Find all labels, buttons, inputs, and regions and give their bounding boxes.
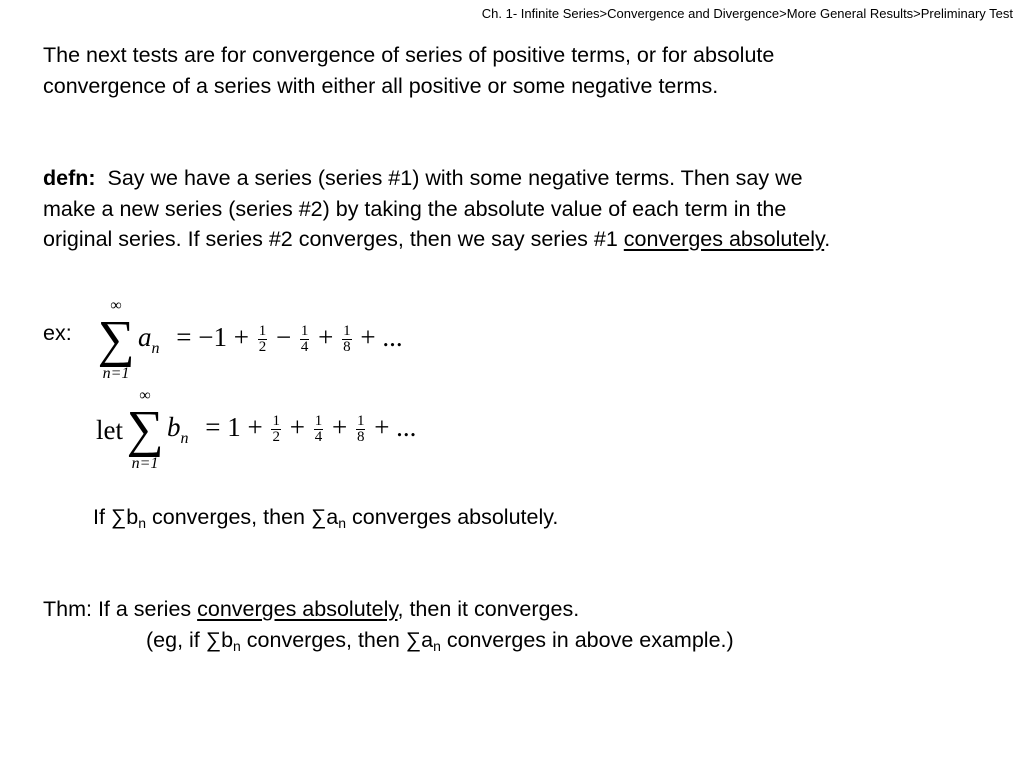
- definition-line-2: make a new series (series #2) by taking the absolute value of each term in the: [43, 196, 787, 221]
- definition-line-3-end: .: [824, 227, 831, 251]
- fraction-3-num: 1: [356, 413, 365, 430]
- definition-paragraph: [43, 163, 830, 255]
- operator-3: +: [331, 412, 348, 442]
- fraction-2: [300, 324, 310, 355]
- conclusion-sub-1: n: [138, 515, 147, 531]
- summation-b: [125, 388, 165, 472]
- fraction-3-den: 8: [343, 339, 351, 356]
- summation-a: [96, 298, 136, 382]
- fraction-1-den: 2: [258, 339, 267, 356]
- equation-b-rhs-start: = 1 +: [205, 412, 263, 442]
- fraction-2-den: 4: [300, 339, 309, 356]
- fraction-1-num: 1: [272, 413, 280, 430]
- definition-line-1: [43, 163, 830, 194]
- definition-line-3: [43, 224, 830, 255]
- fraction-3: [356, 414, 366, 445]
- let-keyword: let: [96, 414, 123, 445]
- intro-line-2: convergence of a series with either all positive or some negative terms.: [43, 73, 719, 98]
- theorem-line: [43, 594, 579, 625]
- fraction-1: [271, 414, 281, 445]
- theorem-eg-sub-1: n: [233, 638, 241, 654]
- fraction-3-num: 1: [343, 323, 351, 340]
- sum-lower-limit: n=1: [102, 365, 130, 382]
- theorem-text-2: , then it converges.: [397, 597, 580, 621]
- term-a: a: [138, 322, 152, 352]
- sum-upper-limit: ∞: [139, 387, 151, 404]
- equation-b-tail: + ...: [374, 412, 417, 442]
- fraction-3: [342, 324, 352, 355]
- intro-paragraph: [43, 40, 774, 101]
- theorem-paragraph: [43, 594, 579, 625]
- sum-upper-limit: ∞: [110, 297, 122, 314]
- term-b: b: [167, 412, 181, 442]
- breadcrumb: Ch. 1- Infinite Series>Convergence and Divergence>More General Results>Preliminary Test: [481, 6, 1013, 21]
- example-conclusion-line: [93, 502, 558, 533]
- theorem-term: converges absolutely: [197, 597, 398, 621]
- conclusion-part-2: converges, then ∑a: [146, 505, 339, 529]
- operator-2: +: [289, 412, 305, 442]
- fraction-1-num: 1: [258, 323, 267, 340]
- equation-a-rhs-start: = −1 +: [176, 322, 249, 352]
- theorem-example: [146, 625, 734, 656]
- example-equation-a: [96, 298, 403, 382]
- example-conclusion: [93, 502, 558, 533]
- conclusion-part-1: If ∑b: [93, 505, 139, 529]
- example-label: ex:: [43, 321, 72, 345]
- operator-3: +: [318, 322, 334, 352]
- term-a-sub: n: [151, 340, 160, 357]
- fraction-2-num: 1: [314, 413, 323, 430]
- equation-a-tail: + ...: [360, 322, 403, 352]
- fraction-2: [314, 414, 324, 445]
- theorem-eg-2: converges, then ∑a: [240, 628, 434, 652]
- equation-b-body: [167, 412, 416, 448]
- theorem-eg-3: converges in above example.): [440, 628, 734, 652]
- theorem-text-1: Thm: If a series: [43, 597, 198, 621]
- fraction-2-num: 1: [300, 323, 309, 340]
- operator-2: −: [275, 322, 292, 352]
- sum-lower-limit: n=1: [131, 455, 159, 472]
- equation-a-body: [138, 322, 403, 358]
- conclusion-sub-2: n: [338, 515, 347, 531]
- definition-line-3-text: original series. If series #2 converges, then we say series #1: [43, 227, 624, 251]
- fraction-2-den: 4: [314, 429, 323, 446]
- theorem-eg-sub-2: n: [433, 638, 441, 654]
- converges-absolutely-term: converges absolutely: [623, 227, 825, 251]
- term-b-sub: n: [180, 430, 189, 447]
- sigma-icon: ∑: [97, 311, 135, 368]
- definition-line-1-text: Say we have a series (series #1) with some negative terms. Then say we: [107, 166, 803, 190]
- conclusion-part-3: converges absolutely.: [346, 505, 559, 529]
- fraction-1: [258, 324, 268, 355]
- theorem-eg-1: (eg, if ∑b: [146, 628, 234, 652]
- fraction-1-den: 2: [272, 429, 280, 446]
- theorem-example-line: [146, 625, 734, 656]
- definition-label: defn:: [43, 166, 96, 190]
- sigma-icon: ∑: [126, 401, 164, 458]
- fraction-3-den: 8: [356, 429, 365, 446]
- example-equation-b: [96, 388, 416, 472]
- intro-line-1: The next tests are for convergence of series of positive terms, or for absolute: [43, 43, 775, 67]
